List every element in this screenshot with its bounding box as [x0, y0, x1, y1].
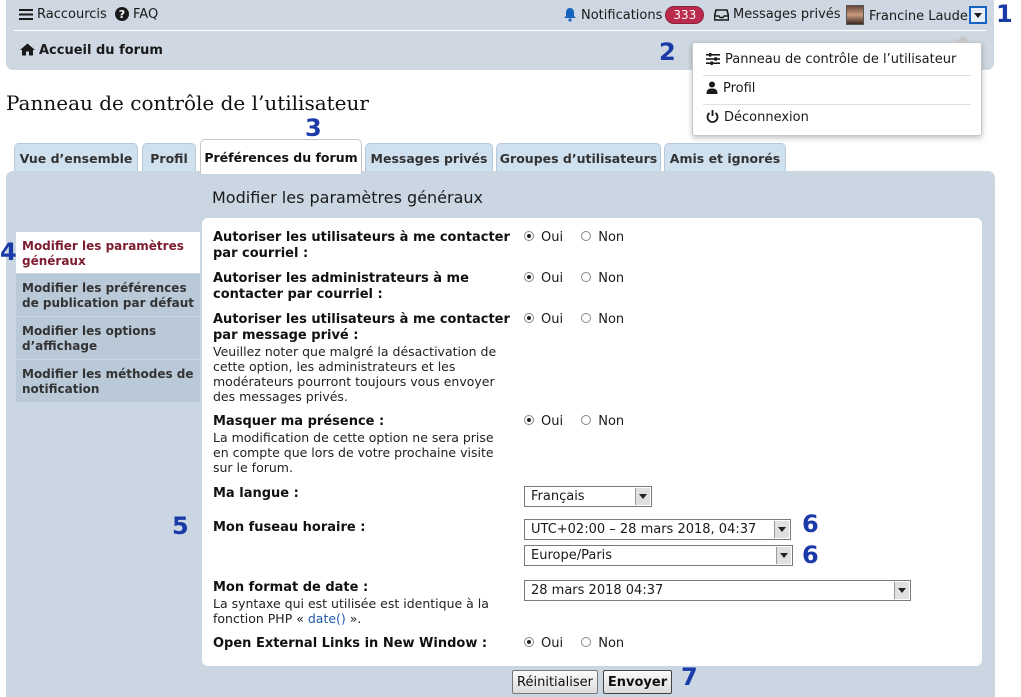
annotation-2: 2	[659, 38, 676, 66]
dropdown-item-logout[interactable]	[706, 110, 809, 125]
radio-no[interactable]	[581, 231, 591, 241]
tab-private-messages[interactable]: Messages privés	[365, 143, 493, 173]
dropdown-item-logout-label: Déconnexion	[724, 110, 809, 125]
dropdown-item-ucp[interactable]	[706, 52, 956, 67]
chevron-down-icon	[894, 582, 909, 599]
timezone-date-select-value: UTC+02:00 – 28 mars 2018, 04:37	[531, 522, 757, 537]
shortcuts-menu[interactable]	[19, 7, 107, 22]
hide-online-explain: La modification de cette option ne sera prise en compte que lors de votre prochaine visite sur le forum.	[213, 430, 494, 475]
tab-friends-foes[interactable]: Amis et ignorés	[664, 143, 786, 173]
chevron-down-icon	[774, 521, 789, 538]
submit-button[interactable]: Envoyer	[603, 670, 672, 694]
radio-yes-label: Oui	[541, 230, 564, 245]
radio-no-label: Non	[598, 414, 625, 429]
radio-no[interactable]	[581, 415, 591, 425]
timezone-label: Mon fuseau horaire :	[213, 520, 366, 535]
shortcuts-label: Raccourcis	[37, 7, 107, 22]
user-menu-dropdown-button[interactable]	[969, 6, 987, 24]
radio-yes[interactable]	[524, 272, 534, 282]
page-title: Panneau de contrôle de l’utilisateur	[6, 91, 369, 115]
hide-online-label: Masquer ma présence :	[213, 414, 385, 429]
radio-no-label: Non	[598, 230, 625, 245]
dropdown-item-profile-label: Profil	[723, 81, 756, 96]
sidebar-item-posting-defaults[interactable]: Modifier les préférences de publication par défaut	[16, 274, 200, 317]
language-select-value: Français	[531, 489, 585, 504]
radio-no[interactable]	[581, 637, 591, 647]
radio-no[interactable]	[581, 272, 591, 282]
allow-users-pm-radio-group	[524, 312, 624, 327]
tab-forum-preferences[interactable]: Préférences du forum	[200, 139, 362, 174]
radio-yes-label: Oui	[541, 636, 564, 651]
external-links-radio-group	[524, 636, 624, 651]
radio-yes[interactable]	[524, 415, 534, 425]
allow-admins-email-label: Autoriser les administrateurs à me contacter par courriel :	[213, 271, 469, 302]
question-circle-icon	[115, 7, 129, 21]
notifications-label: Notifications	[581, 8, 663, 23]
timezone-date-select[interactable]	[524, 519, 791, 540]
radio-yes-label: Oui	[541, 271, 564, 286]
sidebar-item-notification-methods[interactable]: Modifier les méthodes de notification	[16, 360, 200, 403]
date-format-select[interactable]	[524, 580, 911, 601]
notifications-count-badge: 333	[665, 6, 704, 24]
breadcrumb[interactable]	[20, 43, 163, 58]
private-messages-link[interactable]	[714, 7, 841, 22]
chevron-down-icon	[635, 488, 650, 505]
allow-users-email-label: Autoriser les utilisateurs à me contacter par courriel :	[213, 230, 510, 261]
dropdown-item-ucp-label: Panneau de contrôle de l’utilisateur	[725, 52, 957, 67]
allow-users-pm-explain: Veuillez noter que malgré la désactivation de cette option, les administrateurs et les modérateurs pourront toujours vous envoyer des messages privés.	[213, 344, 497, 404]
reset-button[interactable]: Réinitialiser	[512, 670, 598, 694]
radio-yes-label: Oui	[541, 414, 564, 429]
timezone-zone-select[interactable]	[524, 545, 793, 566]
annotation-6-second: 6	[802, 541, 819, 569]
inbox-icon	[714, 8, 729, 21]
allow-admins-email-radio-group	[524, 271, 624, 286]
radio-yes[interactable]	[524, 231, 534, 241]
sidebar-item-general-settings[interactable]: Modifier les paramètres généraux	[16, 232, 200, 274]
annotation-1: 1	[996, 0, 1013, 28]
sidebar-item-display-options[interactable]: Modifier les options d’affichage	[16, 317, 200, 360]
php-date-link[interactable]: date()	[307, 611, 346, 626]
radio-yes[interactable]	[524, 313, 534, 323]
date-format-select-value: 28 mars 2018 04:37	[531, 583, 664, 598]
user-name: Francine Laude	[869, 9, 968, 24]
radio-yes-label: Oui	[541, 312, 564, 327]
faq-label: FAQ	[133, 7, 159, 22]
radio-no[interactable]	[581, 313, 591, 323]
section-title: Modifier les paramètres généraux	[212, 188, 484, 207]
annotation-7: 7	[681, 663, 698, 691]
radio-no-label: Non	[598, 636, 625, 651]
hide-online-radio-group	[524, 414, 624, 429]
sliders-icon	[706, 53, 720, 65]
hamburger-icon	[19, 8, 33, 21]
date-format-explain-text: La syntaxe qui est utilisée est identique à la fonction PHP «	[213, 596, 489, 626]
date-format-explain	[213, 596, 513, 626]
dropdown-item-profile[interactable]	[706, 81, 755, 96]
allow-users-pm-label: Autoriser les utilisateurs à me contacter par message privé :	[213, 312, 510, 343]
bell-icon	[563, 7, 577, 22]
header-divider	[14, 30, 986, 31]
chevron-down-icon	[776, 547, 791, 564]
language-label: Ma langue :	[213, 486, 299, 501]
power-icon	[706, 110, 719, 123]
home-icon	[20, 43, 35, 56]
tab-profile[interactable]: Profil	[142, 143, 196, 173]
language-select[interactable]	[524, 486, 652, 507]
allow-users-email-radio-group	[524, 230, 624, 245]
notifications-link[interactable]	[563, 6, 704, 24]
timezone-zone-select-value: Europe/Paris	[531, 548, 613, 563]
radio-yes[interactable]	[524, 637, 534, 647]
annotation-5: 5	[172, 512, 189, 540]
user-dropdown-menu	[692, 42, 982, 136]
breadcrumb-home: Accueil du forum	[39, 43, 163, 58]
annotation-3: 3	[305, 114, 322, 142]
private-messages-label: Messages privés	[733, 7, 841, 22]
radio-no-label: Non	[598, 271, 625, 286]
dropdown-separator	[703, 104, 971, 105]
annotation-6: 6	[802, 510, 819, 538]
user-avatar	[846, 5, 864, 25]
dropdown-separator	[703, 75, 971, 76]
date-format-explain-end: ».	[349, 611, 362, 626]
radio-no-label: Non	[598, 312, 625, 327]
user-icon	[706, 81, 718, 94]
svg-text:?: ?	[118, 8, 126, 21]
tab-overview[interactable]: Vue d’ensemble	[14, 143, 138, 173]
annotation-4: 4	[0, 238, 17, 266]
external-links-label: Open External Links in New Window :	[213, 636, 488, 651]
tab-usergroups[interactable]: Groupes d’utilisateurs	[496, 143, 661, 173]
date-format-label: Mon format de date :	[213, 580, 369, 595]
user-menu-trigger[interactable]	[846, 5, 968, 25]
faq-link[interactable]	[115, 7, 158, 22]
